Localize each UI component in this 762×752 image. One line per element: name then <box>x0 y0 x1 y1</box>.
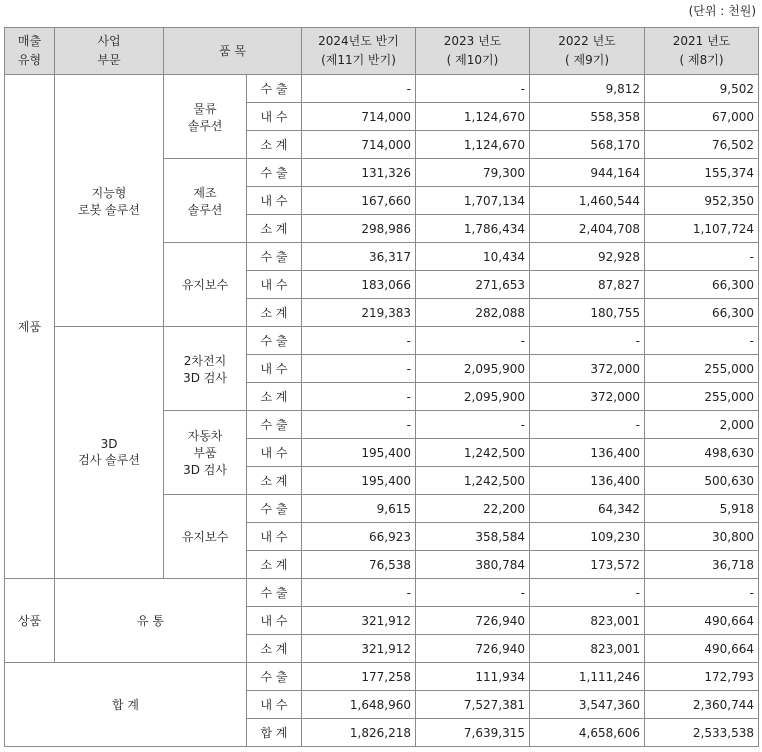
value-cell: 500,630 <box>645 467 759 495</box>
item-text: 부품 <box>193 446 217 460</box>
value-cell: - <box>530 411 645 439</box>
value-cell: 4,658,606 <box>530 719 645 747</box>
value-cell: 372,000 <box>530 355 645 383</box>
sub-export: 수 출 <box>247 663 302 691</box>
header-text: 부문 <box>97 53 121 67</box>
value-cell: 823,001 <box>530 635 645 663</box>
value-cell: 9,502 <box>645 75 759 103</box>
value-cell: 9,615 <box>302 495 416 523</box>
value-cell: 7,527,381 <box>416 691 530 719</box>
category-product: 제품 <box>5 75 55 579</box>
header-period <box>645 28 759 75</box>
sub-domestic: 내 수 <box>247 439 302 467</box>
item-text: 제조 <box>193 185 217 200</box>
value-cell: 372,000 <box>530 383 645 411</box>
value-cell: 79,300 <box>416 159 530 187</box>
unit-note: (단위 : 천원) <box>688 4 756 18</box>
table-row <box>5 327 759 355</box>
value-cell: 490,664 <box>645 635 759 663</box>
value-cell: 36,317 <box>302 243 416 271</box>
value-cell: - <box>645 243 759 271</box>
sub-subtotal: 소 계 <box>247 215 302 243</box>
value-cell: 195,400 <box>302 467 416 495</box>
value-cell: 195,400 <box>302 439 416 467</box>
category-goods: 상품 <box>5 579 55 663</box>
value-cell: 64,342 <box>530 495 645 523</box>
value-cell: 358,584 <box>416 523 530 551</box>
value-cell: 1,242,500 <box>416 467 530 495</box>
value-cell: 952,350 <box>645 187 759 215</box>
grand-total-label: 합 계 <box>5 663 247 747</box>
value-cell: 1,242,500 <box>416 439 530 467</box>
header-text: 2024년도 반기 <box>318 34 399 48</box>
value-cell: 726,940 <box>416 635 530 663</box>
value-cell: 271,653 <box>416 271 530 299</box>
sub-subtotal: 소 계 <box>247 635 302 663</box>
header-period <box>530 28 645 75</box>
table-row <box>5 579 759 607</box>
sub-domestic: 내 수 <box>247 103 302 131</box>
value-cell: 173,572 <box>530 551 645 579</box>
header-period <box>416 28 530 75</box>
value-cell: 111,934 <box>416 663 530 691</box>
value-cell: 2,095,900 <box>416 355 530 383</box>
value-cell: 2,360,744 <box>645 691 759 719</box>
value-cell: - <box>302 355 416 383</box>
item-text: 솔루션 <box>187 118 223 133</box>
sub-subtotal: 소 계 <box>247 383 302 411</box>
sub-export: 수 출 <box>247 243 302 271</box>
header-sales-type <box>5 28 55 75</box>
value-cell: 5,918 <box>645 495 759 523</box>
value-cell: 498,630 <box>645 439 759 467</box>
item-auto-parts <box>164 411 247 495</box>
header-text: ( 제10기) <box>446 53 499 67</box>
value-cell: 66,300 <box>645 271 759 299</box>
value-cell: 1,460,544 <box>530 187 645 215</box>
sub-subtotal: 소 계 <box>247 299 302 327</box>
value-cell: 183,066 <box>302 271 416 299</box>
item-text: 3D 검사 <box>183 463 227 477</box>
value-cell: - <box>416 327 530 355</box>
value-cell: 136,400 <box>530 439 645 467</box>
value-cell: 136,400 <box>530 467 645 495</box>
item-text: 2차전지 <box>183 353 227 368</box>
sub-export: 수 출 <box>247 327 302 355</box>
header-text: 2021 년도 <box>672 34 731 48</box>
division-text: 검사 솔루션 <box>78 453 140 467</box>
sub-domestic: 내 수 <box>247 691 302 719</box>
value-cell: 177,258 <box>302 663 416 691</box>
sub-export: 수 출 <box>247 495 302 523</box>
sales-table <box>4 27 759 747</box>
value-cell: 1,826,218 <box>302 719 416 747</box>
value-cell: 7,639,315 <box>416 719 530 747</box>
header-text: 매출 <box>17 34 42 48</box>
value-cell: 726,940 <box>416 607 530 635</box>
value-cell: 180,755 <box>530 299 645 327</box>
value-cell: 944,164 <box>530 159 645 187</box>
header-text: (제11기 반기) <box>321 53 396 67</box>
item-manufacturing <box>164 159 247 243</box>
value-cell: 30,800 <box>645 523 759 551</box>
value-cell: 76,502 <box>645 131 759 159</box>
header-division <box>55 28 164 75</box>
value-cell: 255,000 <box>645 355 759 383</box>
header-text: ( 제8기) <box>679 53 724 67</box>
value-cell: - <box>416 579 530 607</box>
value-cell: - <box>302 383 416 411</box>
value-cell: 255,000 <box>645 383 759 411</box>
sub-subtotal: 소 계 <box>247 131 302 159</box>
value-cell: 282,088 <box>416 299 530 327</box>
table-row <box>5 75 759 103</box>
item-text: 3D 검사 <box>183 370 227 385</box>
header-text: ( 제9기) <box>565 53 609 67</box>
sub-subtotal: 소 계 <box>247 551 302 579</box>
value-cell: 321,912 <box>302 607 416 635</box>
value-cell: 1,707,134 <box>416 187 530 215</box>
header-text: 2022 년도 <box>558 34 616 48</box>
item-text: 자동차 <box>187 429 223 443</box>
value-cell: 131,326 <box>302 159 416 187</box>
header-item: 품 목 <box>164 28 302 75</box>
value-cell: 568,170 <box>530 131 645 159</box>
value-cell: - <box>302 579 416 607</box>
division-inspection <box>55 327 164 579</box>
value-cell: 714,000 <box>302 131 416 159</box>
header-period <box>302 28 416 75</box>
value-cell: 155,374 <box>645 159 759 187</box>
sub-domestic: 내 수 <box>247 523 302 551</box>
header-row <box>5 28 759 75</box>
header-text: 2023 년도 <box>443 34 502 48</box>
value-cell: 2,404,708 <box>530 215 645 243</box>
value-cell: 87,827 <box>530 271 645 299</box>
division-text: 3D <box>100 437 118 451</box>
value-cell: - <box>645 327 759 355</box>
value-cell: 66,923 <box>302 523 416 551</box>
sub-domestic: 내 수 <box>247 271 302 299</box>
header-text: 사업 <box>97 34 121 48</box>
item-text: 솔루션 <box>187 202 223 217</box>
value-cell: 2,533,538 <box>645 719 759 747</box>
value-cell: 298,986 <box>302 215 416 243</box>
division-text: 로봇 솔루션 <box>78 202 140 217</box>
value-cell: - <box>530 327 645 355</box>
sub-export: 수 출 <box>247 159 302 187</box>
value-cell: - <box>416 411 530 439</box>
sub-export: 수 출 <box>247 579 302 607</box>
value-cell: 67,000 <box>645 103 759 131</box>
value-cell: 490,664 <box>645 607 759 635</box>
value-cell: 3,547,360 <box>530 691 645 719</box>
value-cell: 823,001 <box>530 607 645 635</box>
value-cell: 2,095,900 <box>416 383 530 411</box>
sub-domestic: 내 수 <box>247 355 302 383</box>
value-cell: - <box>645 579 759 607</box>
value-cell: 172,793 <box>645 663 759 691</box>
value-cell: 92,928 <box>530 243 645 271</box>
item-maintenance: 유지보수 <box>164 243 247 327</box>
value-cell: - <box>302 411 416 439</box>
value-cell: 1,786,434 <box>416 215 530 243</box>
value-cell: 66,300 <box>645 299 759 327</box>
item-text: 물류 <box>193 101 217 116</box>
value-cell: 9,812 <box>530 75 645 103</box>
value-cell: 558,358 <box>530 103 645 131</box>
division-distribution: 유 통 <box>55 579 247 663</box>
header-text: 유형 <box>17 53 42 67</box>
item-logistics <box>164 75 247 159</box>
sub-export: 수 출 <box>247 411 302 439</box>
value-cell: 219,383 <box>302 299 416 327</box>
sub-domestic: 내 수 <box>247 607 302 635</box>
value-cell: - <box>302 75 416 103</box>
value-cell: 380,784 <box>416 551 530 579</box>
division-text: 지능형 <box>91 185 127 200</box>
value-cell: 167,660 <box>302 187 416 215</box>
value-cell: - <box>302 327 416 355</box>
value-cell: 76,538 <box>302 551 416 579</box>
sub-domestic: 내 수 <box>247 187 302 215</box>
item-maintenance: 유지보수 <box>164 495 247 579</box>
sub-total: 합 계 <box>247 719 302 747</box>
value-cell: 1,124,670 <box>416 103 530 131</box>
sub-export: 수 출 <box>247 75 302 103</box>
value-cell: 22,200 <box>416 495 530 523</box>
value-cell: 36,718 <box>645 551 759 579</box>
table-row <box>5 663 759 691</box>
value-cell: 10,434 <box>416 243 530 271</box>
value-cell: - <box>416 75 530 103</box>
value-cell: 2,000 <box>645 411 759 439</box>
value-cell: 109,230 <box>530 523 645 551</box>
value-cell: 1,124,670 <box>416 131 530 159</box>
sub-subtotal: 소 계 <box>247 467 302 495</box>
value-cell: - <box>530 579 645 607</box>
value-cell: 321,912 <box>302 635 416 663</box>
value-cell: 1,648,960 <box>302 691 416 719</box>
item-battery <box>164 327 247 411</box>
value-cell: 714,000 <box>302 103 416 131</box>
value-cell: 1,107,724 <box>645 215 759 243</box>
division-robot <box>55 75 164 327</box>
value-cell: 1,111,246 <box>530 663 645 691</box>
